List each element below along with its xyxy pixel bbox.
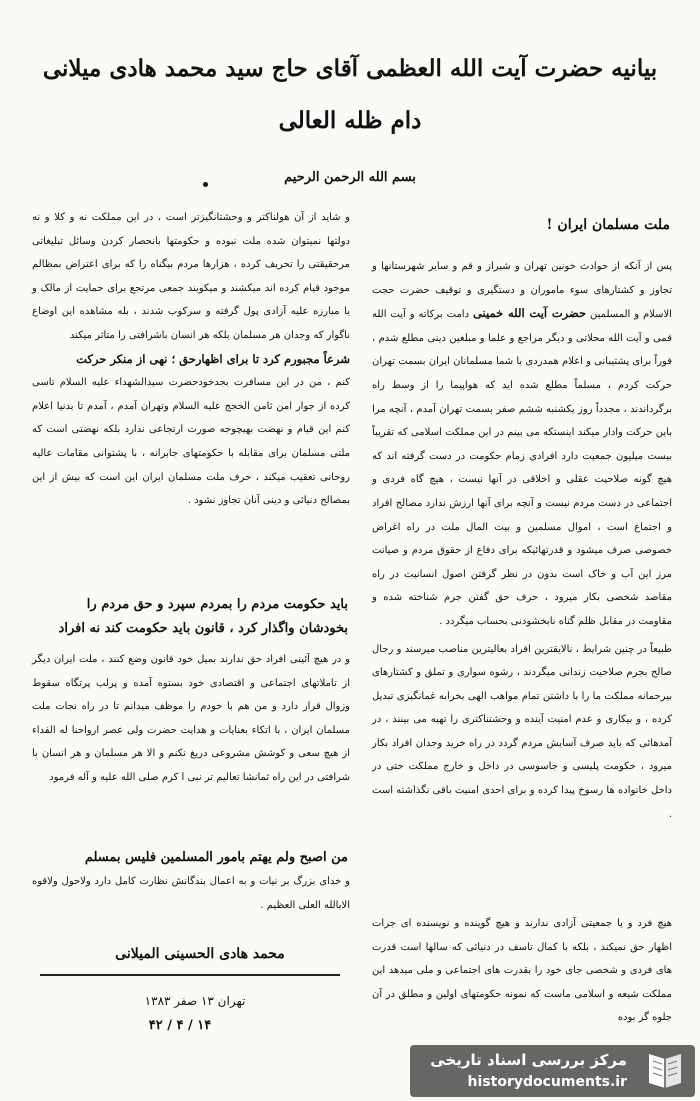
hadith-quote: من اصبح ولم یهتم بامور المسلمین فلیس بمسلم (84, 850, 348, 865)
title-line-1: بیانیه حضرت آیت الله العظمی آقای حاج سید محمد هادی میلانی (42, 55, 658, 82)
signature-underline (40, 974, 340, 976)
right-column-heading: ملت مسلمان ایران ! (546, 217, 670, 233)
bismillah: بسم الله الرحمن الرحیم (284, 170, 416, 185)
left-paragraph: کنم ، من در این مسافرت بجدخودحضرت سیدالشهداء علیه السلام تاسی کرده از جوار امن ثامن الحجج علیه السلام وتهران آمدم ، آمدم تا بدنیا اعلام کنم این قیام و نهضت بهیچوجه صورت ارتجاعی ندارد بلکه نهضتی است که ملتی مسلمان برای مقابله با حکومتهای جابرانه ، با پشتوانی مقامات عالیه روحانی تعقیب میکند ، حرف ملت مسلمان ایران این است که بیش از این بمصالح دنیائی و دینی آنان تجاوز نشود . (32, 377, 350, 507)
left-paragraph: و شاید از آن هولناکتر و وحشتانگیزتر است ، در این مملکت نه و کلا و نه دولتها نمیتوان شده ملت نبوده و حکومتها بانحصار کردن وسائل تبلیغاتی مرحقیقتی را تحریف کرده ، هزارها مردم بیگناه را که برای اعتراض بمظالم موجود قیام کرده اند میکشند و میکوبند جمعی مرتجع برای حمایت از مالک و یا مبارزه علیه آزادی پول گرفته و سرکوب شدند ، بله مشاهده این اوضاع ناگوار که وجدان هر مسلمان بلکه هر انسان باشرافتی را متاثر میکند (32, 212, 350, 341)
right-paragraph-text: پس از آنکه از حوادث خونین تهران و شیراز و قم و سایر شهرستانها و تجاوز و کشتارهای سوء ماموران و دستگیری و توقیف حضرت حجت الاسلام و المسلمین (372, 261, 672, 321)
book-logo-icon (643, 1051, 687, 1091)
watermark-title: مرکز بررسی اسناد تاریخی (430, 1051, 627, 1069)
left-paragraph: و خدای بزرگ بر نیات و به اعمال بندگانش نظارت کامل دارد ولاحول ولاقوه الابالله العلی العظیم . (32, 876, 350, 911)
left-paragraph: و در هیچ آئینی افراد حق ندارند بمیل خود قانون وضع کنند ، ملت ایران دیگر از تاملاتهای اجتماعی و اقتصادی خود بستوه آمده و پرلب پرتگاه سقوط وزوال قرار دارد و من هم با خودم را موظف میدانم تا در راه نجات ملت مسلمان ایران ، با اتکاء بعنایات و هدایت حضرت ولی عصر ارواحنا له الفداء از هیچ سعی و کوشش مشروعی دریغ نکنم و الا هر مسلمان و هر انسان با شرافتی در این راه ثمانشا تعالیم تر نبی ا کرم صلی الله علیه و آله فرمود (32, 654, 350, 783)
left-column-middle (32, 648, 350, 790)
right-paragraph: هیچ فرد و یا جمعیتی آزادی ندارند و هیچ گوینده و نویسنده ای جرات اظهار حق نمیکند ، بلکه با کمال تاسف در دنیائی که سالها است قدرت های فردی و شخصی جای خود را بقدرت های اجتماعی و ملی میدهد این مملکت شیعه و اسلامی ماست که نمونه حکومتهای اولین و مطلق در آن جلوه گر بوده (372, 918, 672, 1024)
date-solar: ۱۴ / ۴ / ۴۲ (148, 1018, 212, 1033)
ayatollah-khomeini-name: حضرت آیت الله خمینی (472, 306, 587, 321)
left-bold-line: شرعاً مجبورم کرد تا برای اظهارحق ؛ نهی از منکر حرکت (76, 351, 350, 366)
title-line-2: دام ظله العالی (278, 107, 422, 134)
signature: محمد هادی الحسینی المیلانی (115, 946, 285, 962)
watermark-badge (410, 1045, 695, 1097)
date-hijri: تهران ۱۳ صفر ۱۳۸۳ (144, 994, 246, 1008)
watermark-url: historydocuments.ir (467, 1074, 627, 1090)
left-column-closing (32, 870, 350, 917)
right-column-bottom (372, 912, 672, 1030)
left-column-top (32, 206, 350, 513)
right-paragraph-text: دامت برکاته و آیت الله قمی و آیت الله محلاتی و دیگر مراجع و علما و مبلغین دینی مطلع شدم ، فوراً برای پشتیبانی و اعلام همدردی با شما مسلمانان ایران بسمت تهران حرکت کردم ، مسلماً مطلع شده اید که هواپیما را از وسط راه برگرداندند ، مجدداً روز یکشنبه ششم صفر بسمت تهران آمدم ، آنچه مرا باین حرکت وادار میکند اینستکه می بینم در این مملکت اسلامی که تقریباً بیست میلیون جمعیت دارد افرادی زمام حکومت در دست گرفته اند که هیچ گونه صلاحیت عقلی و اخلاقی در آنها نیست ، هیچ گاه فردی و اجتماعی در دست مردم نیست و آنچه برای آنها ارزش ندارد مصالح افراد و اجتماع است ، اموال مسلمین و بیت المال ملت در راه اغراض خصوصی صرف میشود و قدرتهائیکه برای دفاع از حقوق مردم و صیانت مرز این آب و خاک است بدون در نظر گرفتن اصول انسانیت در راه مقاصد شخصی بکار میرود ، حرف حق گفتن جرم شناخته شده و مقاومت در مقابل ظلم گناه نابخشودنی بحساب میگردد . (372, 309, 672, 627)
left-column-heading: باید حکومت مردم را بمردم سپرد و حق مردم را بخودشان واگذار کرد ، قانون باید حکومت کند نه افراد (58, 597, 348, 636)
right-column-body (372, 255, 672, 826)
decorative-dot (203, 182, 208, 187)
right-paragraph (372, 255, 672, 634)
right-paragraph: طبیعاً در چنین شرایط ، نالایقترین افراد بعالیترین مناصب میرسند و رجال صالح بجرم صلاحیت زندانی میگردند ، رشوه سواری و تملق و کشتارهای بیرحمانه مملکت ما را با داشتن تمام مواهب الهی بخرابه غمانگیزی تبدیل کرده ، و بیکاری و عدم امنیت آینده و وحشتناکتری را تهیه می بینند ، در آمدهائی که باید صرف آسایش مردم گردد در راه خرید وجدان افراد بکار میرود ، حکومت پلیسی و جاسوسی در داخل و خارج مملکت حتی در داخل خانواده ها رسوخ پیدا کرده و برای احدی امنیت باقی نگذاشته است . (372, 643, 672, 820)
